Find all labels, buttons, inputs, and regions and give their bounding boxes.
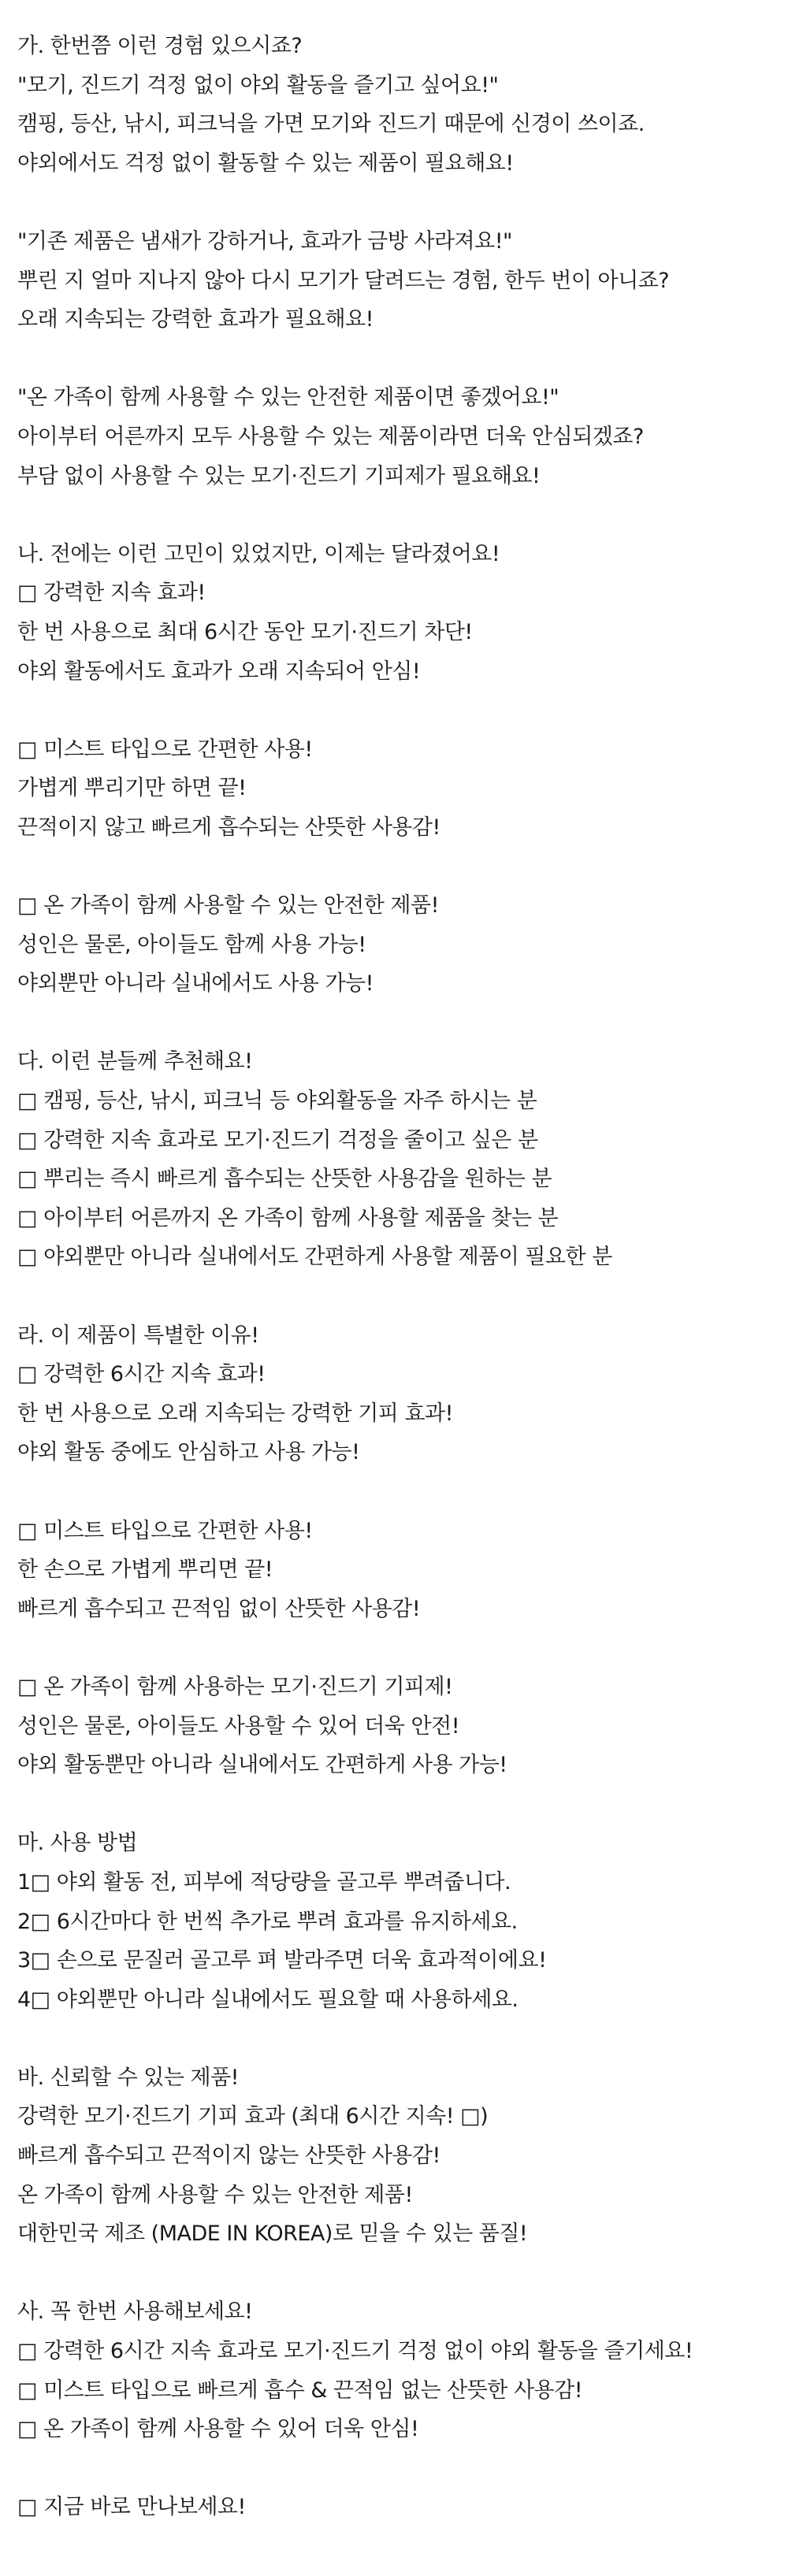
step-item: 3□ 손으로 문질러 골고루 펴 발라주면 더욱 효과적이에요!	[17, 1948, 547, 1973]
text-line: 빠르게 흡수되고 끈적이지 않는 산뜻한 사용감!	[17, 2144, 440, 2169]
text-line: 야외 활동뿐만 아니라 실내에서도 간편하게 사용 가능!	[17, 1753, 507, 1778]
feature-title: □ 강력한 6시간 지속 효과!	[17, 1362, 266, 1387]
paragraph-spacer	[17, 691, 774, 730]
quote-line: "모기, 진드기 걱정 없이 야외 활동을 즐기고 싶어요!"	[17, 72, 499, 98]
text-line: 온 가족이 함께 사용할 수 있는 안전한 제품!	[17, 2182, 413, 2207]
section-changed-family	[17, 886, 774, 1004]
quote-line: "기존 제품은 냄새가 강하거나, 효과가 금방 사라져요!"	[17, 228, 512, 254]
section-experience-2	[17, 222, 774, 340]
text-line: 성인은 물론, 아이들도 함께 사용 가능!	[17, 932, 366, 957]
text-line: 야외에서도 걱정 없이 활동할 수 있는 제품이 필요해요!	[17, 150, 514, 176]
section-changed-mist	[17, 730, 774, 848]
paragraph-spacer	[17, 847, 774, 886]
text-line: 부담 없이 사용할 수 있는 모기·진드기 기피제가 필요해요!	[17, 463, 541, 488]
text-line: 야외뿐만 아니라 실내에서도 사용 가능!	[17, 971, 374, 997]
section-heading: 나. 전에는 이런 고민이 있었지만, 이제는 달라졌어요!	[17, 541, 500, 566]
list-item: □ 야외뿐만 아니라 실내에서도 간편하게 사용할 제품이 필요한 분	[17, 1245, 612, 1270]
text-line: 한 손으로 가볍게 뿌리면 끝!	[17, 1557, 273, 1583]
section-heading: 라. 이 제품이 특별한 이유!	[17, 1323, 259, 1348]
list-item: □ 뿌리는 즉시 빠르게 흡수되는 산뜻한 사용감을 원하는 분	[17, 1167, 552, 1192]
paragraph-spacer	[17, 1472, 774, 1512]
section-heading: 바. 신뢰할 수 있는 제품!	[17, 2065, 239, 2090]
list-item: □ 캠핑, 등산, 낚시, 피크닉 등 야외활동을 자주 하시는 분	[17, 1089, 537, 1114]
section-trust	[17, 2058, 774, 2254]
paragraph-spacer	[17, 1004, 774, 1043]
closing-line: □ 지금 바로 만나보세요!	[17, 2495, 246, 2520]
text-line: 빠르게 흡수되고 끈적임 없이 산뜻한 사용감!	[17, 1596, 421, 1621]
text-line: 한 번 사용으로 최대 6시간 동안 모기·진드기 차단!	[17, 619, 473, 644]
section-experience	[17, 27, 774, 183]
step-item: 4□ 야외뿐만 아니라 실내에서도 필요할 때 사용하세요.	[17, 1987, 519, 2012]
section-heading: 사. 꼭 한번 사용해보세요!	[17, 2299, 253, 2325]
section-special-family	[17, 1668, 774, 1785]
section-special-mist	[17, 1512, 774, 1629]
section-heading: 가. 한번쯤 이런 경험 있으시죠?	[17, 34, 303, 58]
feature-title: □ 강력한 지속 효과!	[17, 581, 206, 606]
section-cta	[17, 2488, 774, 2527]
list-item: □ 강력한 지속 효과로 모기·진드기 걱정을 줄이고 싶은 분	[17, 1127, 538, 1153]
paragraph-spacer	[17, 1628, 774, 1668]
text-line: 끈적이지 않고 빠르게 흡수되는 산뜻한 사용감!	[17, 815, 440, 840]
feature-title: □ 온 가족이 함께 사용하는 모기·진드기 기피제!	[17, 1674, 453, 1699]
paragraph-spacer	[17, 1277, 774, 1316]
step-item: 2□ 6시간마다 한 번씩 추가로 뿌려 효과를 유지하세요.	[17, 1909, 518, 1934]
text-line: 대한민국 제조 (MADE IN KOREA)로 믿을 수 있는 품질!	[17, 2222, 528, 2247]
product-description-document	[17, 27, 774, 2527]
step-item: 1□ 야외 활동 전, 피부에 적당량을 골고루 뿌려줍니다.	[17, 1869, 511, 1895]
section-special	[17, 1316, 774, 1472]
list-item: □ 온 가족이 함께 사용할 수 있어 더욱 안심!	[17, 2417, 419, 2442]
feature-title: □ 온 가족이 함께 사용할 수 있는 안전한 제품!	[17, 893, 439, 919]
feature-title: □ 미스트 타입으로 간편한 사용!	[17, 737, 313, 762]
section-usage	[17, 1824, 774, 2019]
text-line: 오래 지속되는 강력한 효과가 필요해요!	[17, 307, 374, 332]
text-line: 뿌린 지 얼마 지나지 않아 다시 모기가 달려드는 경험, 한두 번이 아니죠?	[17, 268, 670, 293]
section-try	[17, 2292, 774, 2448]
paragraph-spacer	[17, 1785, 774, 1824]
text-line: 야외 활동 중에도 안심하고 사용 가능!	[17, 1440, 360, 1465]
text-line: 캠핑, 등산, 낚시, 피크닉을 가면 모기와 진드기 때문에 신경이 쓰이죠.	[17, 112, 645, 137]
feature-title: □ 미스트 타입으로 간편한 사용!	[17, 1518, 313, 1543]
text-line: 아이부터 어른까지 모두 사용할 수 있는 제품이라면 더욱 안심되겠죠?	[17, 424, 644, 449]
text-line: 가볍게 뿌리기만 하면 끝!	[17, 776, 247, 801]
paragraph-spacer	[17, 2254, 774, 2293]
paragraph-spacer	[17, 183, 774, 222]
text-line: 강력한 모기·진드기 기피 효과 (최대 6시간 지속! □)	[17, 2104, 489, 2129]
section-heading: 마. 사용 방법	[17, 1831, 138, 1856]
text-line: 성인은 물론, 아이들도 사용할 수 있어 더욱 안전!	[17, 1713, 460, 1739]
section-heading: 다. 이런 분들께 추천해요!	[17, 1049, 253, 1075]
paragraph-spacer	[17, 496, 774, 535]
section-recommend	[17, 1042, 774, 1277]
paragraph-spacer	[17, 340, 774, 379]
section-experience-3	[17, 378, 774, 496]
text-line: 한 번 사용으로 오래 지속되는 강력한 기피 효과!	[17, 1401, 453, 1426]
paragraph-spacer	[17, 2449, 774, 2489]
section-changed	[17, 535, 774, 691]
text-line: 야외 활동에서도 효과가 오래 지속되어 안심!	[17, 659, 421, 684]
paragraph-spacer	[17, 2019, 774, 2058]
list-item: □ 미스트 타입으로 빠르게 흡수 & 끈적임 없는 산뜻한 사용감!	[17, 2377, 583, 2403]
list-item: □ 아이부터 어른까지 온 가족이 함께 사용할 제품을 찾는 분	[17, 1205, 559, 1230]
quote-line: "온 가족이 함께 사용할 수 있는 안전한 제품이면 좋겠어요!"	[17, 385, 559, 410]
list-item: □ 강력한 6시간 지속 효과로 모기·진드기 걱정 없이 야외 활동을 즐기세요!	[17, 2339, 693, 2364]
